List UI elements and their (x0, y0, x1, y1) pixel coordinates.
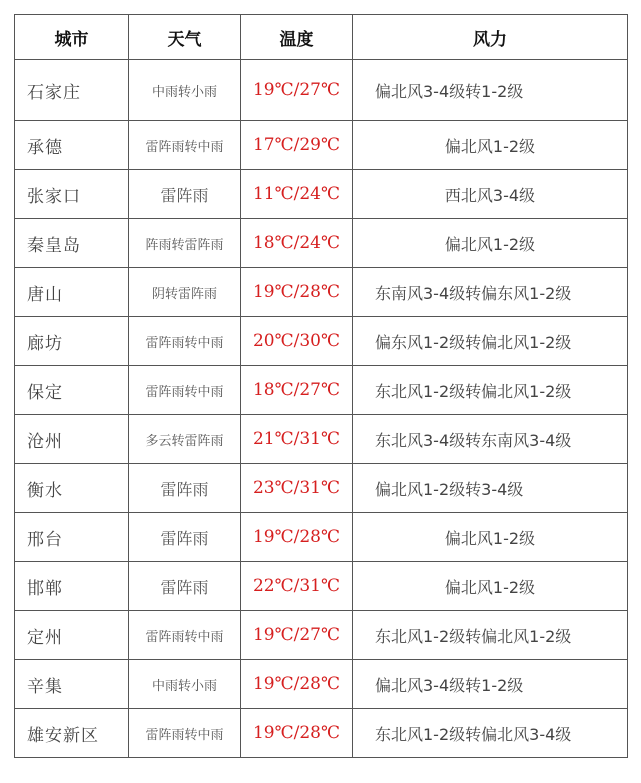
weather-cell: 阵雨转雷阵雨 (129, 219, 241, 268)
city-cell: 邢台 (15, 513, 129, 562)
header-wind: 风力 (353, 15, 628, 60)
table-row (15, 170, 628, 219)
city-cell: 雄安新区 (15, 709, 129, 758)
temperature-cell: 19℃/28℃ (241, 660, 353, 709)
wind-cell: 东北风1-2级转偏北风1-2级 (353, 366, 628, 415)
temperature-cell: 19℃/28℃ (241, 268, 353, 317)
temperature-cell: 11℃/24℃ (241, 170, 353, 219)
table-row (15, 513, 628, 562)
header-temperature: 温度 (241, 15, 353, 60)
city-cell: 唐山 (15, 268, 129, 317)
wind-cell: 东北风1-2级转偏北风3-4级 (353, 709, 628, 758)
wind-cell: 东北风1-2级转偏北风1-2级 (353, 611, 628, 660)
wind-cell: 偏北风1-2级 (353, 513, 628, 562)
header-city: 城市 (15, 15, 129, 60)
table-body (15, 60, 628, 758)
temperature-cell: 19℃/27℃ (241, 611, 353, 660)
wind-cell: 偏北风1-2级 (353, 121, 628, 170)
weather-cell: 雷阵雨 (129, 513, 241, 562)
table-row (15, 415, 628, 464)
city-cell: 秦皇岛 (15, 219, 129, 268)
weather-cell: 雷阵雨转中雨 (129, 366, 241, 415)
temperature-cell: 22℃/31℃ (241, 562, 353, 611)
city-cell: 定州 (15, 611, 129, 660)
weather-cell: 中雨转小雨 (129, 660, 241, 709)
city-cell: 沧州 (15, 415, 129, 464)
wind-cell: 偏北风3-4级转1-2级 (353, 660, 628, 709)
table-row (15, 219, 628, 268)
table-row (15, 562, 628, 611)
header-weather: 天气 (129, 15, 241, 60)
temperature-cell: 23℃/31℃ (241, 464, 353, 513)
wind-cell: 偏北风3-4级转1-2级 (353, 60, 628, 121)
wind-cell: 偏北风1-2级 (353, 562, 628, 611)
temperature-cell: 20℃/30℃ (241, 317, 353, 366)
table-row (15, 464, 628, 513)
weather-cell: 阴转雷阵雨 (129, 268, 241, 317)
city-cell: 辛集 (15, 660, 129, 709)
weather-cell: 中雨转小雨 (129, 60, 241, 121)
weather-cell: 雷阵雨 (129, 170, 241, 219)
table-header-row (15, 15, 628, 60)
weather-forecast-table (14, 14, 628, 758)
city-cell: 保定 (15, 366, 129, 415)
wind-cell: 偏北风1-2级转3-4级 (353, 464, 628, 513)
weather-forecast-table-container (14, 14, 627, 758)
weather-cell: 雷阵雨转中雨 (129, 121, 241, 170)
temperature-cell: 19℃/27℃ (241, 60, 353, 121)
weather-cell: 雷阵雨转中雨 (129, 317, 241, 366)
table-row (15, 268, 628, 317)
wind-cell: 东北风3-4级转东南风3-4级 (353, 415, 628, 464)
table-row (15, 60, 628, 121)
table-row (15, 709, 628, 758)
weather-cell: 雷阵雨 (129, 562, 241, 611)
table-row (15, 366, 628, 415)
temperature-cell: 18℃/27℃ (241, 366, 353, 415)
city-cell: 承德 (15, 121, 129, 170)
temperature-cell: 19℃/28℃ (241, 709, 353, 758)
weather-cell: 雷阵雨 (129, 464, 241, 513)
wind-cell: 东南风3-4级转偏东风1-2级 (353, 268, 628, 317)
city-cell: 廊坊 (15, 317, 129, 366)
wind-cell: 偏东风1-2级转偏北风1-2级 (353, 317, 628, 366)
city-cell: 张家口 (15, 170, 129, 219)
city-cell: 邯郸 (15, 562, 129, 611)
temperature-cell: 19℃/28℃ (241, 513, 353, 562)
table-row (15, 121, 628, 170)
table-row (15, 611, 628, 660)
wind-cell: 偏北风1-2级 (353, 219, 628, 268)
temperature-cell: 17℃/29℃ (241, 121, 353, 170)
wind-cell: 西北风3-4级 (353, 170, 628, 219)
table-row (15, 660, 628, 709)
weather-cell: 雷阵雨转中雨 (129, 611, 241, 660)
city-cell: 石家庄 (15, 60, 129, 121)
temperature-cell: 18℃/24℃ (241, 219, 353, 268)
table-row (15, 317, 628, 366)
temperature-cell: 21℃/31℃ (241, 415, 353, 464)
city-cell: 衡水 (15, 464, 129, 513)
weather-cell: 雷阵雨转中雨 (129, 709, 241, 758)
weather-cell: 多云转雷阵雨 (129, 415, 241, 464)
